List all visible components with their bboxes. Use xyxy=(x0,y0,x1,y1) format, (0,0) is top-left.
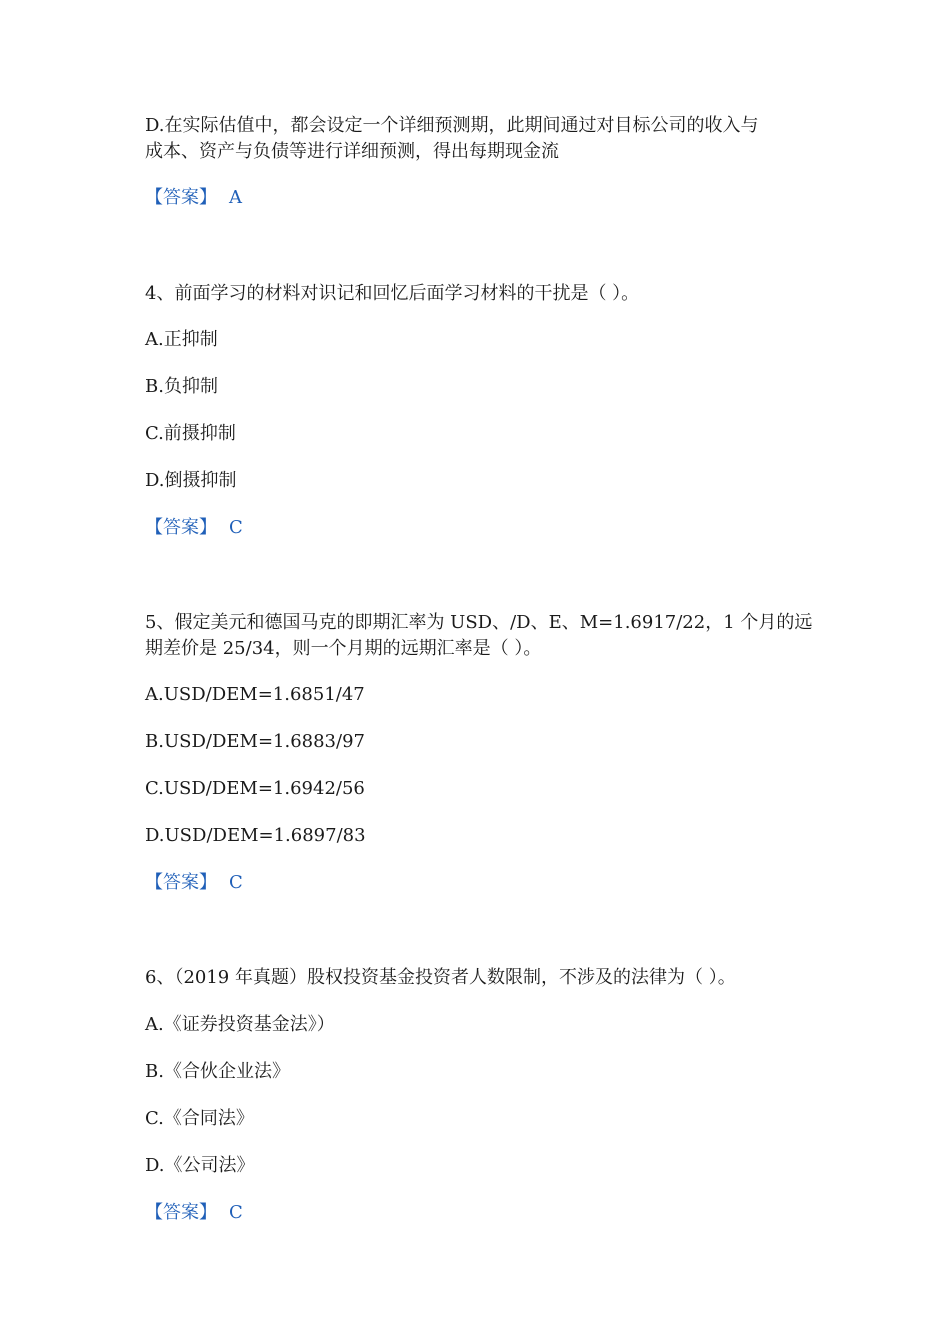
q5-option-d: D.USD/DEM=1.6897/83 xyxy=(145,825,366,846)
q3-answer xyxy=(145,186,242,210)
q3-option-d-line2: 成本、资产与负债等进行详细预测，得出每期现金流 xyxy=(145,141,559,162)
q4-option-c: C.前摄抑制 xyxy=(145,423,236,444)
answer-label: 【答案】 xyxy=(145,1202,217,1223)
q4-stem: 4、前面学习的材料对识记和回忆后面学习材料的干扰是（ ）。 xyxy=(145,283,640,304)
q4-answer xyxy=(145,516,243,540)
q5-option-b: B.USD/DEM=1.6883/97 xyxy=(145,731,365,752)
q5-option-a: A.USD/DEM=1.6851/47 xyxy=(145,684,365,705)
answer-value: C xyxy=(229,517,243,538)
answer-label: 【答案】 xyxy=(145,872,217,893)
q5-stem-line2: 期差价是 25/34，则一个月期的远期汇率是（ ）。 xyxy=(145,638,542,659)
answer-value: C xyxy=(229,872,243,893)
q4-option-a: A.正抑制 xyxy=(145,329,218,350)
q6-option-d: D.《公司法》 xyxy=(145,1155,255,1176)
q4-option-d: D.倒摄抑制 xyxy=(145,470,237,491)
q5-option-c: C.USD/DEM=1.6942/56 xyxy=(145,778,365,799)
q6-stem: 6、（2019 年真题）股权投资基金投资者人数限制，不涉及的法律为（ ）。 xyxy=(145,967,736,988)
q5-answer xyxy=(145,871,243,895)
answer-label: 【答案】 xyxy=(145,517,217,538)
q3-option-d-line1: D.在实际估值中，都会设定一个详细预测期，此期间通过对目标公司的收入与 xyxy=(145,115,759,136)
q6-option-b: B.《合伙企业法》 xyxy=(145,1061,290,1082)
q4-option-b: B.负抑制 xyxy=(145,376,218,397)
q5-stem-line1: 5、假定美元和德国马克的即期汇率为 USD、/D、E、M=1.6917/22，1 个月的远 xyxy=(145,612,813,633)
answer-label: 【答案】 xyxy=(145,187,217,208)
answer-value: A xyxy=(229,187,242,208)
q6-option-a: A.《证券投资基金法》） xyxy=(145,1014,335,1035)
q6-option-c: C.《合同法》 xyxy=(145,1108,254,1129)
q6-answer xyxy=(145,1201,243,1225)
answer-value: C xyxy=(229,1202,243,1223)
